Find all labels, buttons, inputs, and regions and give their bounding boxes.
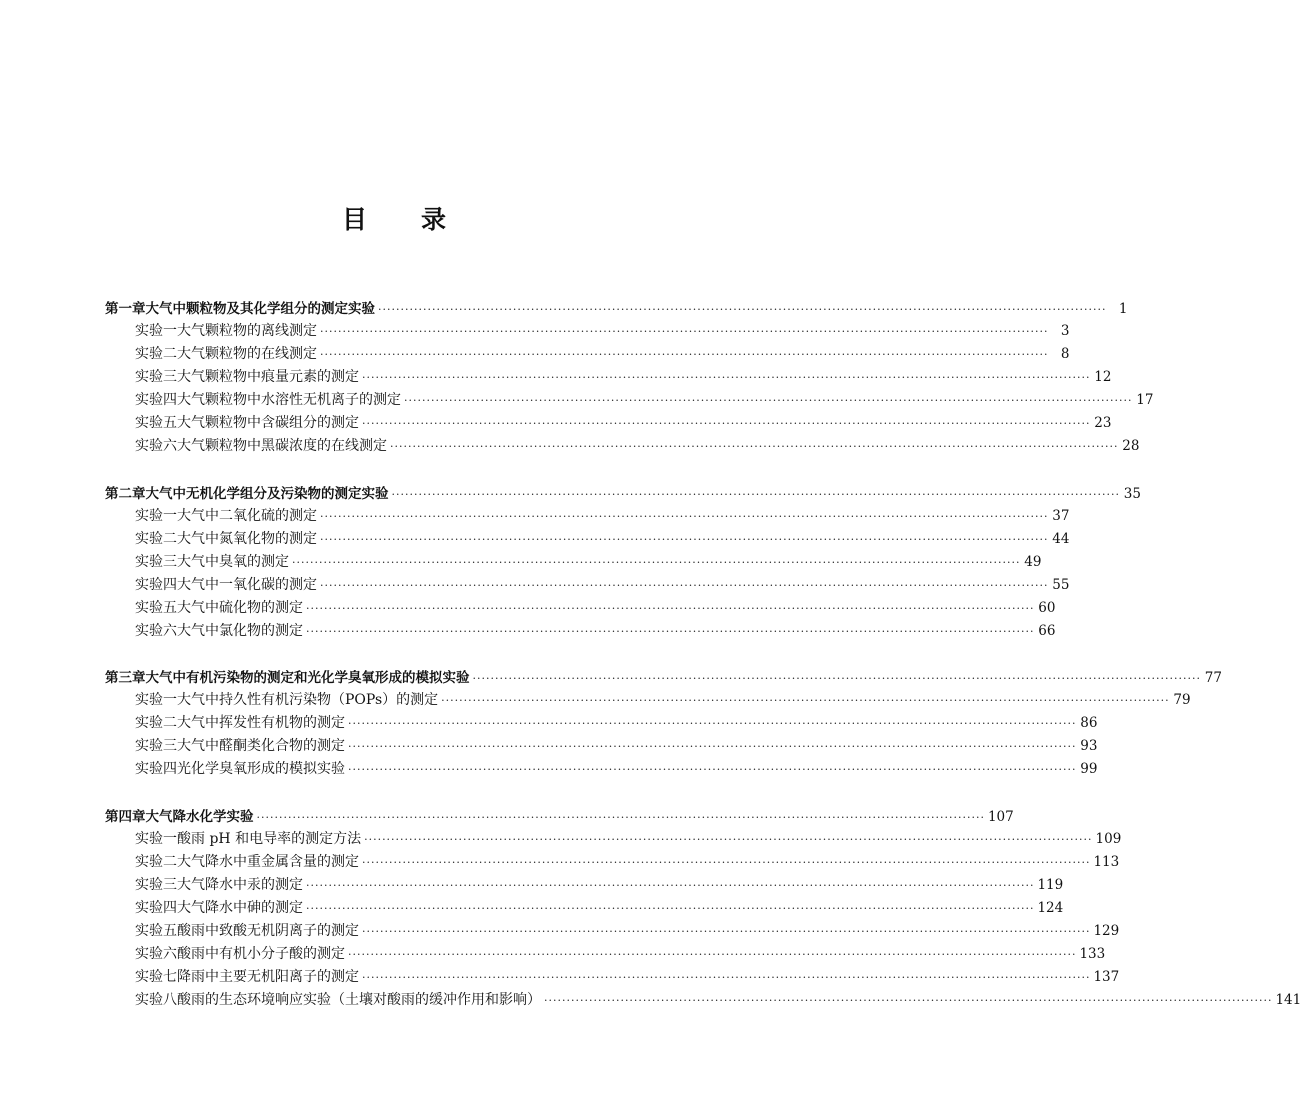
experiment-entry-title: 大气中一氧化碳的测定 xyxy=(177,576,317,593)
chapter-entry-page-number: 107 xyxy=(987,808,1014,825)
chapter-entry[interactable] xyxy=(105,805,1014,828)
dot-leader xyxy=(306,625,1034,638)
experiment-entry[interactable] xyxy=(105,320,1070,343)
experiment-entry-title: 大气颗粒物中黑碳浓度的在线测定 xyxy=(177,438,387,454)
dot-leader xyxy=(320,533,1048,546)
chapter-entry-title: 大气降水化学实验 xyxy=(145,808,254,825)
experiment-entry-page-number: 109 xyxy=(1095,830,1122,847)
experiment-entry-number: 实验一 xyxy=(135,830,177,847)
experiment-entry-page-number: 60 xyxy=(1038,599,1056,616)
experiment-entry-number: 实验四 xyxy=(135,761,177,777)
experiment-entry-title: 大气中醛酮类化合物的测定 xyxy=(177,738,345,754)
page-title xyxy=(0,200,790,236)
dot-leader xyxy=(306,879,1034,892)
experiment-entry-title: 酸雨中有机小分子酸的测定 xyxy=(177,945,345,962)
experiment-entry-title: 大气降水中砷的测定 xyxy=(177,899,303,916)
dot-leader xyxy=(320,579,1048,592)
experiment-entry-title: 降雨中主要无机阳离子的测定 xyxy=(177,968,359,985)
chapter-entry-number: 第一章 xyxy=(105,301,146,317)
experiment-entry-title: 酸雨的生态环境响应实验（土壤对酸雨的缓冲作用和影响） xyxy=(177,991,541,1008)
experiment-entry-number: 实验四 xyxy=(135,392,177,408)
experiment-entry-number: 实验二 xyxy=(135,715,177,731)
experiment-entry-number: 实验四 xyxy=(135,899,177,916)
experiment-entry[interactable] xyxy=(105,712,1098,735)
dot-leader xyxy=(362,371,1090,384)
experiment-entry-page-number: 37 xyxy=(1052,507,1070,524)
experiment-entry-page-number: 55 xyxy=(1052,576,1070,593)
dot-leader xyxy=(364,833,1092,846)
experiment-entry-number: 实验一 xyxy=(135,692,177,708)
chapter-block xyxy=(105,297,1154,458)
experiment-entry-title: 大气颗粒物的离线测定 xyxy=(177,323,317,339)
experiment-entry[interactable] xyxy=(105,412,1112,435)
dot-leader xyxy=(348,763,1076,776)
dot-leader xyxy=(362,925,1090,938)
experiment-entry[interactable] xyxy=(105,343,1070,366)
experiment-entry[interactable] xyxy=(105,435,1140,458)
dot-leader xyxy=(348,717,1076,730)
experiment-entry[interactable] xyxy=(105,943,1106,966)
experiment-entry-number: 实验三 xyxy=(135,553,177,570)
experiment-entry-number: 实验四 xyxy=(135,576,177,593)
experiment-entry-page-number: 3 xyxy=(1060,323,1070,339)
experiment-entry[interactable] xyxy=(105,989,1301,1012)
experiment-entry[interactable] xyxy=(105,851,1120,874)
experiment-entry[interactable] xyxy=(105,758,1098,781)
chapter-entry-page-number: 35 xyxy=(1123,485,1141,502)
chapter-entry-title: 大气中无机化学组分及污染物的测定实验 xyxy=(145,485,389,502)
experiment-entry-number: 实验一 xyxy=(135,507,177,524)
dot-leader xyxy=(320,510,1048,523)
experiment-entry[interactable] xyxy=(105,897,1064,920)
experiment-entry[interactable] xyxy=(105,597,1056,620)
experiment-entry-number: 实验二 xyxy=(135,853,177,870)
experiment-entry-page-number: 113 xyxy=(1093,853,1120,870)
chapter-entry-title: 大气中颗粒物及其化学组分的测定实验 xyxy=(145,301,375,317)
dot-leader xyxy=(348,948,1076,961)
experiment-entry-title: 酸雨中致酸无机阴离子的测定 xyxy=(177,922,359,939)
experiment-entry-number: 实验二 xyxy=(135,530,177,547)
dot-leader xyxy=(320,348,1048,361)
experiment-entry-title: 大气中挥发性有机物的测定 xyxy=(177,715,345,731)
dot-leader xyxy=(320,325,1048,338)
experiment-entry-number: 实验五 xyxy=(135,415,177,431)
experiment-entry-page-number: 86 xyxy=(1080,715,1098,731)
experiment-entry-page-number: 17 xyxy=(1136,392,1154,408)
chapter-entry[interactable] xyxy=(105,666,1222,689)
experiment-entry-number: 实验五 xyxy=(135,599,177,616)
experiment-entry-title: 大气中臭氧的测定 xyxy=(177,553,289,570)
experiment-entry-title: 酸雨 pH 和电导率的测定方法 xyxy=(177,830,362,847)
experiment-entry-page-number: 93 xyxy=(1080,738,1098,754)
experiment-entry-title: 光化学臭氧形成的模拟实验 xyxy=(177,761,345,777)
experiment-entry-page-number: 99 xyxy=(1080,761,1098,777)
chapter-block xyxy=(105,482,1141,643)
experiment-entry-title: 大气中硫化物的测定 xyxy=(177,599,303,616)
dot-leader xyxy=(390,440,1118,453)
experiment-entry[interactable] xyxy=(105,620,1056,643)
table-of-contents xyxy=(105,297,1301,1035)
dot-leader xyxy=(292,556,1020,569)
experiment-entry-number: 实验二 xyxy=(135,346,177,362)
experiment-entry-number: 实验六 xyxy=(135,622,177,639)
dot-leader xyxy=(306,602,1034,615)
experiment-entry-page-number: 44 xyxy=(1052,530,1070,547)
experiment-entry-number: 实验三 xyxy=(135,369,177,385)
dot-leader xyxy=(362,971,1090,984)
experiment-entry-page-number: 23 xyxy=(1094,415,1112,431)
experiment-entry-page-number: 133 xyxy=(1079,945,1106,962)
experiment-entry-page-number: 129 xyxy=(1093,922,1120,939)
dot-leader xyxy=(441,694,1169,707)
experiment-entry-number: 实验六 xyxy=(135,438,177,454)
experiment-entry[interactable] xyxy=(105,874,1064,897)
dot-leader xyxy=(362,856,1090,869)
dot-leader xyxy=(362,417,1090,430)
experiment-entry-title: 大气颗粒物的在线测定 xyxy=(177,346,317,362)
experiment-entry-title: 大气中氮氧化物的测定 xyxy=(177,530,317,547)
experiment-entry[interactable] xyxy=(105,366,1112,389)
experiment-entry-page-number: 28 xyxy=(1122,438,1140,454)
dot-leader xyxy=(473,672,1201,685)
chapter-entry-number: 第三章 xyxy=(105,670,146,686)
experiment-entry-title: 大气中持久性有机污染物（POPs）的测定 xyxy=(177,692,439,708)
experiment-entry-page-number: 49 xyxy=(1024,553,1042,570)
experiment-entry[interactable] xyxy=(105,828,1122,851)
experiment-entry-page-number: 8 xyxy=(1060,346,1070,362)
experiment-entry-title: 大气降水中汞的测定 xyxy=(177,876,303,893)
chapter-entry-page-number: 77 xyxy=(1204,670,1222,686)
chapter-entry-title: 大气中有机污染物的测定和光化学臭氧形成的模拟实验 xyxy=(145,670,470,686)
experiment-entry-number: 实验七 xyxy=(135,968,177,985)
experiment-entry[interactable] xyxy=(105,505,1070,528)
chapter-entry-number: 第四章 xyxy=(105,808,146,825)
dot-leader xyxy=(378,303,1106,316)
experiment-entry[interactable] xyxy=(105,966,1120,989)
experiment-entry-title: 大气颗粒物中水溶性无机离子的测定 xyxy=(177,392,401,408)
experiment-entry-number: 实验六 xyxy=(135,945,177,962)
chapter-block xyxy=(105,805,1301,1012)
experiment-entry-title: 大气颗粒物中痕量元素的测定 xyxy=(177,369,359,385)
experiment-entry-page-number: 79 xyxy=(1173,692,1191,708)
experiment-entry[interactable] xyxy=(105,735,1098,758)
dot-leader xyxy=(544,994,1272,1007)
experiment-entry-page-number: 124 xyxy=(1037,899,1064,916)
experiment-entry-number: 实验三 xyxy=(135,738,177,754)
experiment-entry-number: 实验八 xyxy=(135,991,177,1008)
experiment-entry[interactable] xyxy=(105,551,1042,574)
experiment-entry-number: 实验一 xyxy=(135,323,177,339)
experiment-entry-page-number: 119 xyxy=(1037,876,1064,893)
experiment-entry[interactable] xyxy=(105,920,1120,943)
dot-leader xyxy=(404,394,1132,407)
experiment-entry-title: 大气降水中重金属含量的测定 xyxy=(177,853,359,870)
chapter-entry-number: 第二章 xyxy=(105,485,146,502)
chapter-entry-page-number: 1 xyxy=(1118,301,1128,317)
experiment-entry-page-number: 137 xyxy=(1093,968,1120,985)
experiment-entry-page-number: 141 xyxy=(1275,991,1301,1008)
experiment-entry-number: 实验五 xyxy=(135,922,177,939)
experiment-entry-title: 大气中二氧化硫的测定 xyxy=(177,507,317,524)
dot-leader xyxy=(306,902,1034,915)
experiment-entry[interactable] xyxy=(105,528,1070,551)
experiment-entry-title: 大气中氯化物的测定 xyxy=(177,622,303,639)
experiment-entry-page-number: 12 xyxy=(1094,369,1112,385)
experiment-entry-number: 实验三 xyxy=(135,876,177,893)
chapter-entry[interactable] xyxy=(105,297,1128,320)
experiment-entry[interactable] xyxy=(105,389,1154,412)
title-char-1: 目 xyxy=(341,205,369,234)
chapter-entry[interactable] xyxy=(105,482,1141,505)
experiment-entry[interactable] xyxy=(105,689,1191,712)
chapter-block xyxy=(105,666,1222,781)
experiment-entry-title: 大气颗粒物中含碳组分的测定 xyxy=(177,415,359,431)
dot-leader xyxy=(392,488,1120,501)
dot-leader xyxy=(348,740,1076,753)
title-char-2: 录 xyxy=(421,205,449,234)
experiment-entry[interactable] xyxy=(105,574,1070,597)
dot-leader xyxy=(257,811,985,824)
experiment-entry-page-number: 66 xyxy=(1038,622,1056,639)
